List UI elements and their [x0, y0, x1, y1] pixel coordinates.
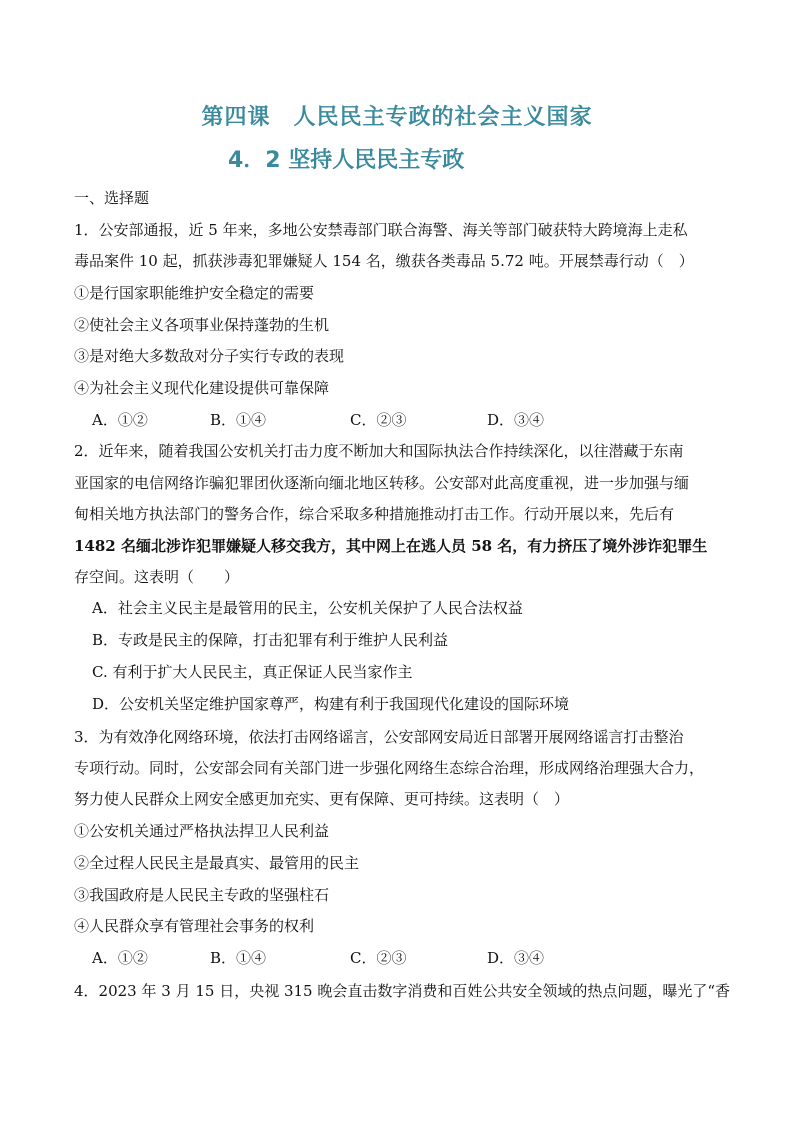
q2-option-a: A．社会主义民主是最管用的民主，公安机关保护了人民合法权益 — [92, 599, 523, 617]
q1-option-d: D．③④ — [487, 411, 545, 429]
q2-line: 1482 名缅北涉诈犯罪嫌疑人移交我方，其中网上在逃人员 58 名，有力挤压了境外涉诈犯罪生 — [74, 537, 708, 555]
q3-line: 专项行动。同时，公安部会同有关部门进一步强化网络生态综合治理，形成网络治理强大合力， — [74, 759, 705, 777]
q3-line: 努力使人民群众上网安全感更加充实、更有保障、更可持续。这表明（ ） — [74, 790, 570, 808]
section-heading: 一、选择题 — [74, 189, 150, 207]
q2-line: 亚国家的电信网络诈骗犯罪团伙逐渐向缅北地区转移。公安部对此高度重视，进一步加强与缅 — [74, 474, 690, 492]
q1-line: 毒品案件 10 起，抓获涉毒犯罪嫌疑人 154 名，缴获各类毒品 5.72 吨。开展禁毒行动（ ） — [74, 252, 694, 270]
q3-option-c: C．②③ — [350, 949, 407, 967]
q1-option-a: A．①② — [92, 411, 148, 429]
q2-option-c: C. 有利于扩大人民民主，真正保证人民当家作主 — [92, 663, 413, 681]
q2-line: 2．近年来，随着我国公安机关打击力度不断加大和国际执法合作持续深化，以往潜藏于东南 — [74, 442, 684, 460]
q1-option-b: B．①④ — [210, 411, 267, 429]
q2-line: 存空间。这表明（ ） — [74, 568, 240, 586]
q3-statement: ②全过程人民民主是最真实、最管用的民主 — [74, 854, 360, 872]
section-subtitle: 4．2 坚持人民民主专政 — [228, 148, 465, 173]
q1-line: 1．公安部通报，近 5 年来，多地公安禁毒部门联合海警、海关等部门破获特大跨境海上走私 — [74, 221, 688, 239]
q1-statement: ④为社会主义现代化建设提供可靠保障 — [74, 379, 330, 397]
q3-line: 3．为有效净化网络环境，依法打击网络谣言，公安部网安局近日部署开展网络谣言打击整治 — [74, 728, 684, 746]
q1-statement: ③是对绝大多数敌对分子实行专政的表现 — [74, 347, 345, 365]
q1-statement: ①是行国家职能维护安全稳定的需要 — [74, 284, 315, 302]
q3-option-b: B．①④ — [210, 949, 267, 967]
q3-option-d: D．③④ — [487, 949, 545, 967]
q2-option-d: D．公安机关坚定维护国家尊严，构建有利于我国现代化建设的国际环境 — [92, 695, 570, 713]
q3-statement: ③我国政府是人民民主专政的坚强柱石 — [74, 886, 330, 904]
lesson-title: 第四课 人民民主专政的社会主义国家 — [201, 105, 593, 130]
q3-option-a: A．①② — [92, 949, 148, 967]
q2-line: 甸相关地方执法部门的警务合作，综合采取多种措施推动打击工作。行动开展以来，先后有 — [74, 505, 675, 523]
q1-option-c: C．②③ — [350, 411, 407, 429]
q1-statement: ②使社会主义各项事业保持蓬勃的生机 — [74, 316, 330, 334]
q3-statement: ④人民群众享有管理社会事务的权利 — [74, 917, 315, 935]
q3-statement: ①公安机关通过严格执法捍卫人民利益 — [74, 822, 330, 840]
q4-line: 4．2023 年 3 月 15 日，央视 315 晚会直击数字消费和百姓公共安全领域的热点问题，曝光了“香 — [74, 982, 731, 1000]
q2-option-b: B．专政是民主的保障，打击犯罪有利于维护人民利益 — [92, 631, 449, 649]
